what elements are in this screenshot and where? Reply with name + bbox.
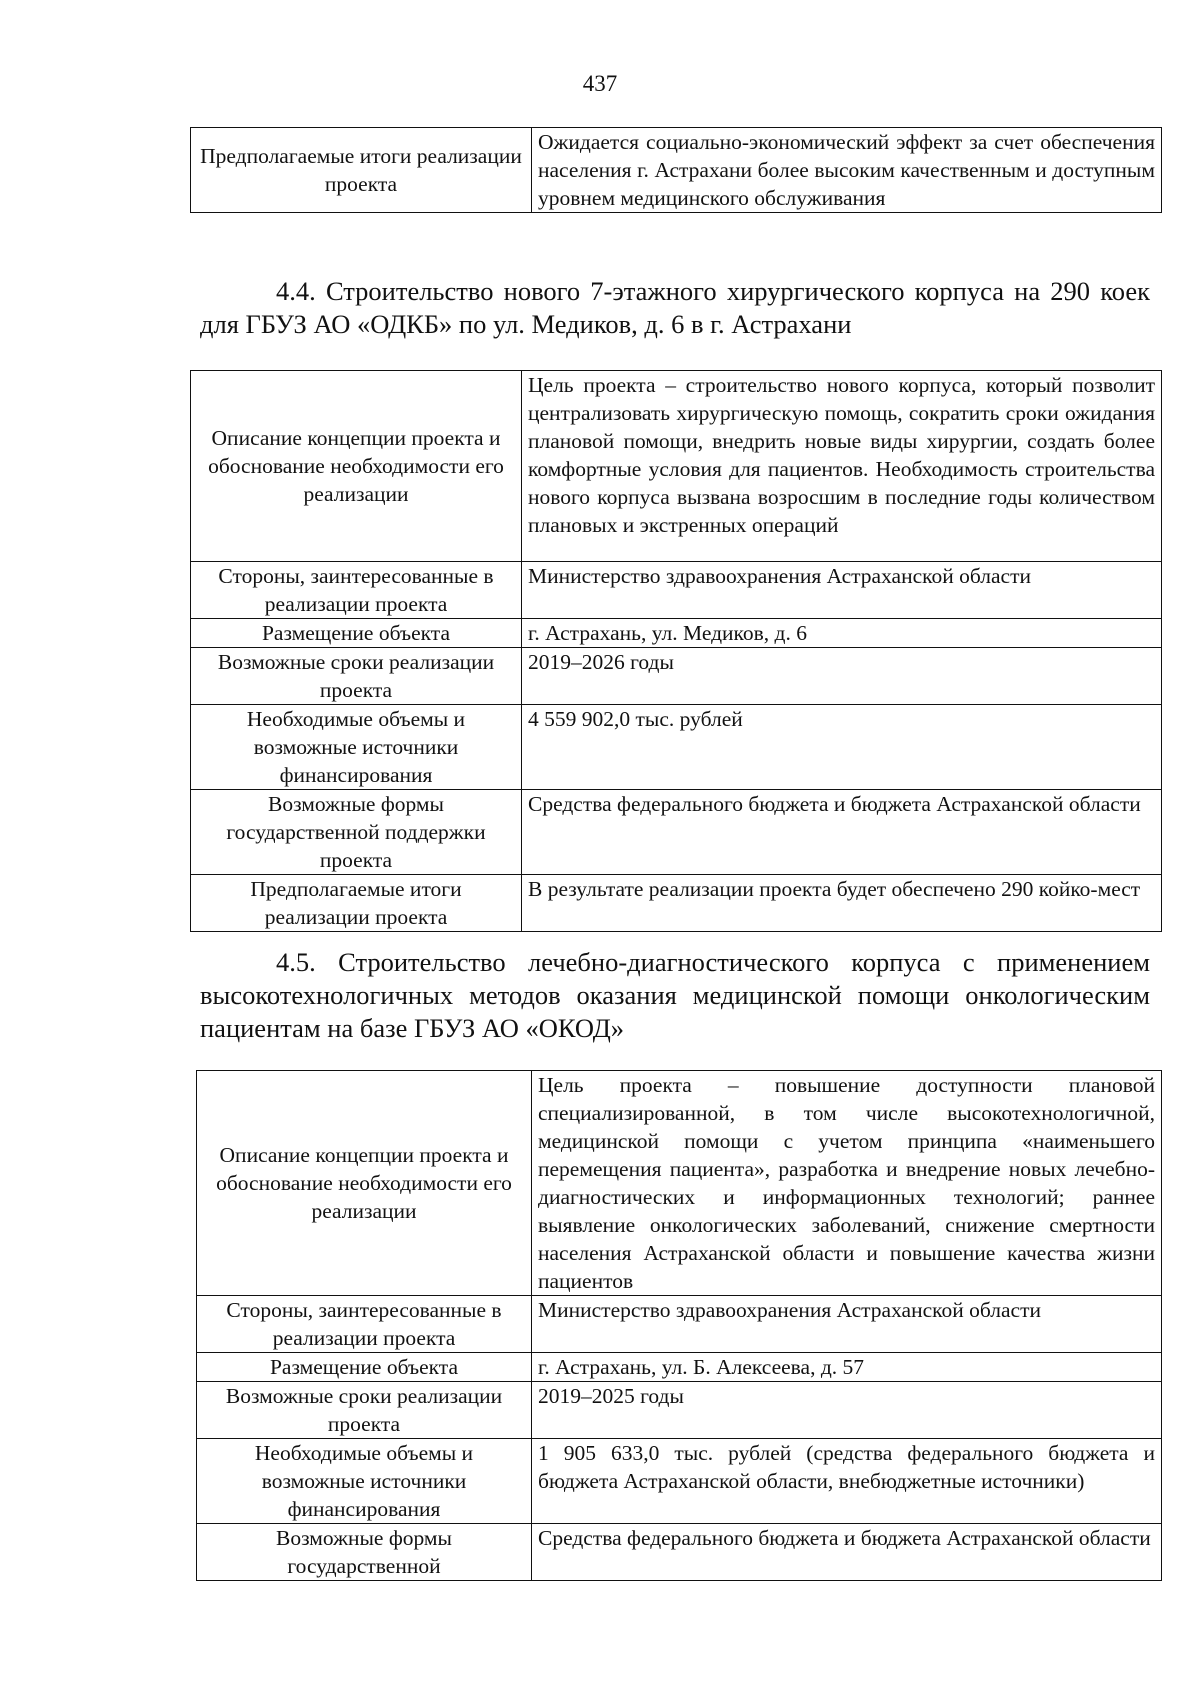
row-value: Средства федерального бюджета и бюджета Астраханской области <box>532 1524 1162 1581</box>
row-label: Описание концепции проекта и обоснование необходимости его реализации <box>191 371 522 562</box>
row-value: 2019–2025 годы <box>532 1382 1162 1439</box>
table-row <box>191 128 1162 213</box>
table-row <box>191 790 1162 875</box>
table-row <box>191 371 1162 562</box>
table-row <box>191 875 1162 932</box>
section-title: Строительство нового 7-этажного хирургического корпуса на 290 коек для ГБУЗ АО «ОДКБ» по ул. Медиков, д. 6 в г. Астрахани <box>200 276 1150 339</box>
project-table-continuation <box>190 127 1162 213</box>
row-value: Средства федерального бюджета и бюджета Астраханской области <box>522 790 1162 875</box>
row-label: Возможные сроки реализации проекта <box>197 1382 532 1439</box>
section-heading-4-5 <box>200 946 1150 1045</box>
row-label: Необходимые объемы и возможные источники финансирования <box>197 1439 532 1524</box>
row-label: Предполагаемые итоги реализации проекта <box>191 128 532 213</box>
row-value: Цель проекта – строительство нового корпуса, который позволит централизовать хирургическую помощь, сократить сроки ожидания плановой помощи, внедрить новые виды хирургии, создать более комфортные условия для пациентов. Необходимость строительства нового корпуса вызвана возросшим в последние годы количеством плановых и экстренных операций <box>522 371 1162 562</box>
table-row <box>191 619 1162 648</box>
row-label: Необходимые объемы и возможные источники финансирования <box>191 705 522 790</box>
row-label: Возможные формы государственной <box>197 1524 532 1581</box>
table-row <box>197 1382 1162 1439</box>
row-value: 4 559 902,0 тыс. рублей <box>522 705 1162 790</box>
table-row <box>197 1524 1162 1581</box>
row-value: Ожидается социально-экономический эффект за счет обеспечения населения г. Астрахани более высоким качественным и доступным уровнем медицинского обслуживания <box>532 128 1162 213</box>
row-value: г. Астрахань, ул. Медиков, д. 6 <box>522 619 1162 648</box>
row-value: Министерство здравоохранения Астраханской области <box>522 562 1162 619</box>
row-label: Стороны, заинтересованные в реализации проекта <box>197 1296 532 1353</box>
section-heading-4-4 <box>200 275 1150 341</box>
row-label: Размещение объекта <box>191 619 522 648</box>
table-row <box>191 648 1162 705</box>
section-title: Строительство лечебно-диагностического корпуса с применением высокотехнологичных методов оказания медицинской помощи онкологическим пациентам на базе ГБУЗ АО «ОКОД» <box>200 947 1151 1043</box>
table-row <box>197 1439 1162 1524</box>
row-value: В результате реализации проекта будет обеспечено 290 койко-мест <box>522 875 1162 932</box>
row-label: Предполагаемые итоги реализации проекта <box>191 875 522 932</box>
row-value: 1 905 633,0 тыс. рублей (средства федерального бюджета и бюджета Астраханской области, внебюджетные источники) <box>532 1439 1162 1524</box>
page-number: 437 <box>582 71 618 96</box>
section-number: 4.4. <box>276 276 316 306</box>
row-value: Министерство здравоохранения Астраханской области <box>532 1296 1162 1353</box>
row-label: Размещение объекта <box>197 1353 532 1382</box>
table-row <box>197 1296 1162 1353</box>
table-row <box>191 562 1162 619</box>
table-row <box>191 705 1162 790</box>
project-table-4-4 <box>190 370 1162 932</box>
project-table-4-5 <box>196 1070 1162 1581</box>
row-label: Возможные сроки реализации проекта <box>191 648 522 705</box>
row-label: Возможные формы государственной поддержки проекта <box>191 790 522 875</box>
section-number: 4.5. <box>276 947 316 977</box>
row-label: Описание концепции проекта и обоснование необходимости его реализации <box>197 1071 532 1296</box>
table-row <box>197 1071 1162 1296</box>
row-value: г. Астрахань, ул. Б. Алексеева, д. 57 <box>532 1353 1162 1382</box>
row-label: Стороны, заинтересованные в реализации проекта <box>191 562 522 619</box>
row-value: Цель проекта – повышение доступности плановой специализированной, в том числе высокотехнологичной, медицинской помощи с учетом принципа «наименьшего перемещения пациента», разработка и внедрение новых лечебно-диагностических и информационных технологий; раннее выявление онкологических заболеваний, снижение смертности населения Астраханской области и повышение качества жизни пациентов <box>532 1071 1162 1296</box>
table-row <box>197 1353 1162 1382</box>
row-value: 2019–2026 годы <box>522 648 1162 705</box>
